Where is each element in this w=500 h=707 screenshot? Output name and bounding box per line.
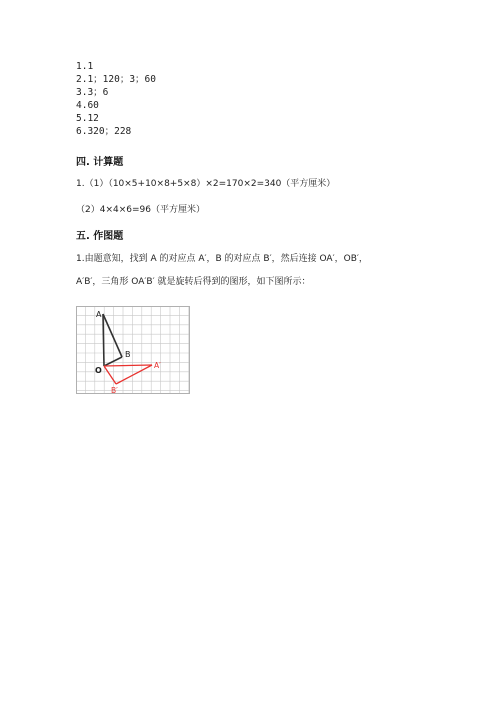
label-A-prime: A′ bbox=[154, 361, 161, 370]
section-heading-drawing: 五. 作图题 bbox=[76, 231, 124, 242]
segment-OA bbox=[103, 314, 104, 366]
label-O: O bbox=[95, 366, 102, 375]
drawing-explanation-line-2: A′B′，三角形 OA′B′ 就是旋转后得到的图形，如下图所示： bbox=[76, 277, 311, 287]
answer-line: 5.12 bbox=[76, 113, 99, 124]
label-B-prime: B′ bbox=[111, 386, 118, 394]
answer-line: 3.3；6 bbox=[76, 87, 109, 98]
section-heading-calculation: 四. 计算题 bbox=[76, 157, 124, 168]
drawing-explanation-line-1: 1.由题意知，找到 A 的对应点 A′，B 的对应点 B′，然后连接 OA′，OB′， bbox=[76, 254, 368, 264]
rotation-figure bbox=[76, 306, 190, 394]
answer-line: 2.1；120；3；60 bbox=[76, 74, 156, 85]
grid bbox=[77, 307, 190, 394]
answer-line: 6.320；228 bbox=[76, 126, 132, 137]
answer-line: 4.60 bbox=[76, 100, 99, 111]
answer-line: 1.1 bbox=[76, 61, 94, 72]
calculation-line-1: 1.（1）（10×5+10×8+5×8）×2=170×2=340（平方厘米） bbox=[76, 179, 336, 189]
label-A: A bbox=[96, 310, 102, 319]
label-B: B bbox=[125, 350, 131, 359]
calculation-line-2: （2）4×4×6=96（平方厘米） bbox=[76, 205, 205, 215]
